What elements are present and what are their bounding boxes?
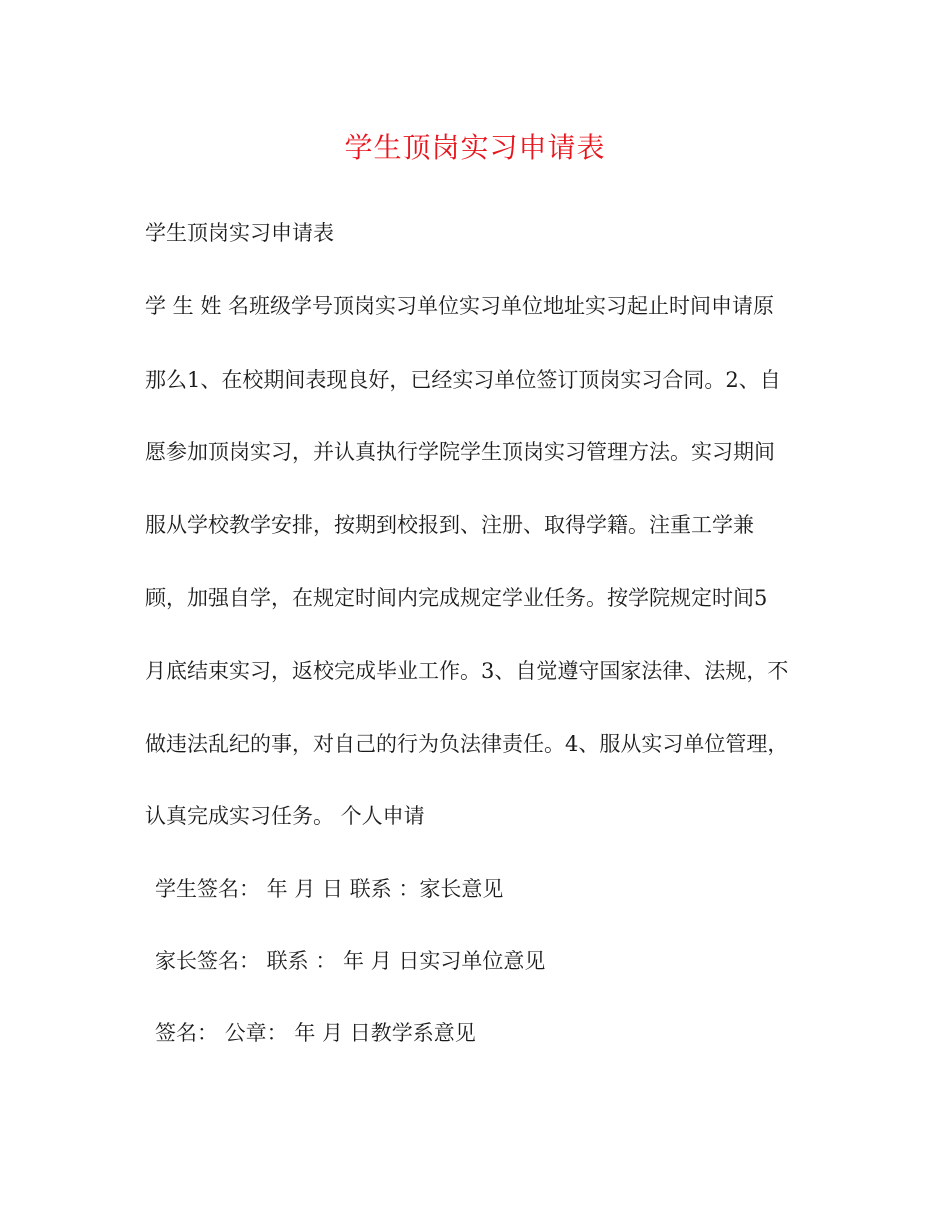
seal-signature-line: 签名： 公章： 年 月 日教学系意见 [155, 1021, 476, 1045]
body-line-3: 愿参加顶岗实习，并认真执行学院学生顶岗实习管理方法。实习期间 [145, 440, 775, 464]
body-line-2: 那么1、在校期间表现良好，已经实习单位签订顶岗实习合同。2、自 [145, 368, 781, 392]
body-line-8: 认真完成实习任务。 个人申请 [145, 804, 425, 828]
body-line-6: 月底结束实习，返校完成毕业工作。3、自觉遵守国家法律、法规，不 [145, 659, 789, 683]
student-signature-line: 学生签名： 年 月 日 联系 ：家长意见 [155, 877, 504, 901]
body-line-4: 服从学校教学安排，按期到校报到、注册、取得学籍。注重工学兼 [145, 513, 754, 537]
subtitle-line: 学生顶岗实习申请表 [145, 221, 334, 245]
parent-signature-line: 家长签名： 联系 ： 年 月 日实习单位意见 [155, 949, 546, 973]
body-line-1: 学 生 姓 名班级学号顶岗实习单位实习单位地址实习起止时间申请原 [145, 294, 775, 318]
body-line-7: 做违法乱纪的事，对自己的行为负法律责任。4、服从实习单位管理， [145, 732, 789, 756]
body-line-5: 顾，加强自学，在规定时间内完成规定学业任务。按学院规定时间5 [145, 586, 768, 610]
document-title: 学生顶岗实习申请表 [344, 131, 606, 164]
